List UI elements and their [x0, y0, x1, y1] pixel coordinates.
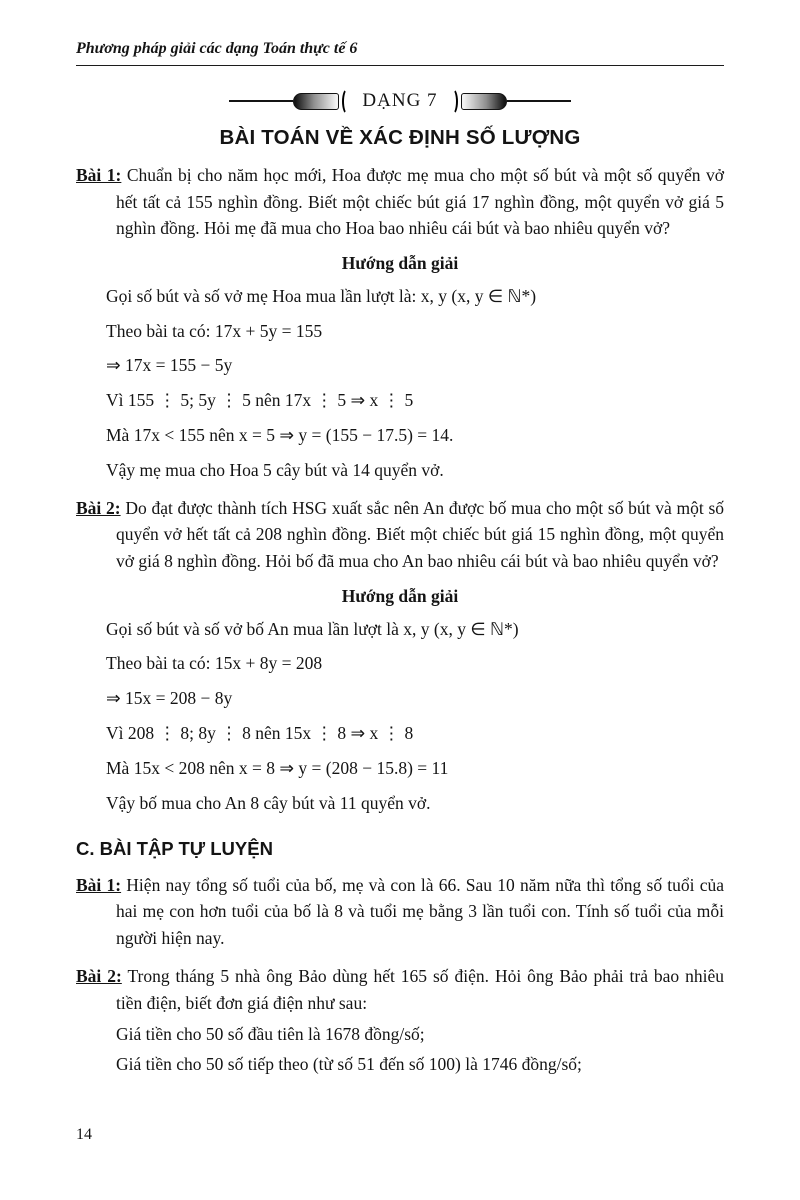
problem-2-text: Do đạt được thành tích HSG xuất sắc nên An được bố mua cho một số bút và một số quyển vở hết tất cả 208 nghìn đồng. Biết một chiếc bút giá 15 nghìn đồng, một quyển vở giá 8 nghìn đồng. Hỏi bố đã mua cho An bao nhiêu cái bút và bao nhiêu quyển vở? [116, 497, 725, 572]
page-title: BÀI TOÁN VỀ XÁC ĐỊNH SỐ LƯỢNG [219, 126, 581, 149]
solution-1-line-6: Vậy mẹ mua cho Hoa 5 cây bút và 14 quyển vở. [106, 460, 444, 480]
practice-1-text: Hiện nay tổng số tuổi của bố, mẹ và con là 66. Sau 10 năm nữa thì tổng số tuổi của hai mẹ con hơn tuổi của bố là 8 và tuổi mẹ bằng 3 lần tuổi con. Tính số tuổi của mỗi người hiện nay. [116, 874, 725, 948]
practice-1-label: Bài 1: [76, 874, 122, 895]
banner-scroll-right [461, 93, 507, 110]
problem-2-label: Bài 2: [76, 497, 121, 518]
practice-problem-2 [76, 963, 724, 1016]
solution-2-line-1: Gọi số bút và số vở bố An mua lần lượt là x, y (x, y ∈ ℕ*) [106, 618, 519, 639]
solution-2-line-3: ⇒ 15x = 208 − 8y [106, 688, 233, 709]
solution-1-line-1: Gọi số bút và số vở mẹ Hoa mua lần lượt là: x, y (x, y ∈ ℕ*) [106, 285, 537, 306]
practice-2-label: Bài 2: [76, 966, 122, 987]
problem-1-text: Chuẩn bị cho năm học mới, Hoa được mẹ mua cho một số bút và một số quyển vở hết tất cả 155 nghìn đồng. Biết một chiếc bút giá 17 nghìn đồng, một quyển vở giá 5 nghìn đồng. Hỏi mẹ đã mua cho Hoa bao nhiêu cái bút và bao nhiêu quyển vở? [116, 165, 724, 239]
banner-paren-right [447, 88, 458, 115]
banner-scroll-left [293, 93, 339, 110]
banner-paren-left [342, 88, 353, 115]
solution-2-line-6: Vậy bố mua cho An 8 cây bút và 11 quyển vở. [106, 792, 431, 813]
practice-2-tariff-line-1: Giá tiền cho 50 số đầu tiên là 1678 đồng/số; [116, 1023, 425, 1044]
section-c-heading: C. BÀI TẬP TỰ LUYỆN [76, 837, 273, 859]
banner-line-left [229, 100, 293, 103]
solution-1-line-3: ⇒ 17x = 155 − 5y [106, 355, 233, 376]
page-number: 14 [76, 1126, 92, 1143]
dang-banner [76, 86, 724, 116]
solution-2-line-4: Vì 208 ⋮ 8; 8y ⋮ 8 nên 15x ⋮ 8 ⇒ x ⋮ 8 [106, 723, 414, 744]
practice-problem-1 [76, 872, 724, 952]
solution-2-heading: Hướng dẫn giải [341, 585, 459, 606]
solution-1-line-4: Vì 155 ⋮ 5; 5y ⋮ 5 nên 17x ⋮ 5 ⇒ x ⋮ 5 [106, 390, 414, 411]
solution-1-heading: Hướng dẫn giải [341, 252, 459, 273]
solution-1-line-5: Mà 17x < 155 nên x = 5 ⇒ y = (155 − 17.5) = 14. [106, 425, 454, 446]
solution-2-line-5: Mà 15x < 208 nên x = 8 ⇒ y = (208 − 15.8) = 11 [106, 758, 449, 778]
worked-problem-1 [76, 162, 724, 242]
problem-1-label: Bài 1: [76, 165, 122, 185]
banner-label: DẠNG 7 [362, 90, 438, 111]
banner-line-right [507, 100, 571, 103]
solution-2-line-2: Theo bài ta có: 15x + 8y = 208 [106, 653, 323, 674]
worked-problem-2 [76, 495, 724, 575]
running-header: Phương pháp giải các dạng Toán thực tế 6 [76, 40, 724, 66]
practice-2-tariff-line-2: Giá tiền cho 50 số tiếp theo (từ số 51 đến số 100) là 1746 đồng/số; [116, 1054, 582, 1075]
practice-2-text: Trong tháng 5 nhà ông Bảo dùng hết 165 số điện. Hỏi ông Bảo phải trả bao nhiêu tiền điện, biết đơn giá điện như sau: [116, 966, 724, 1014]
solution-1-line-2: Theo bài ta có: 17x + 5y = 155 [106, 320, 323, 341]
